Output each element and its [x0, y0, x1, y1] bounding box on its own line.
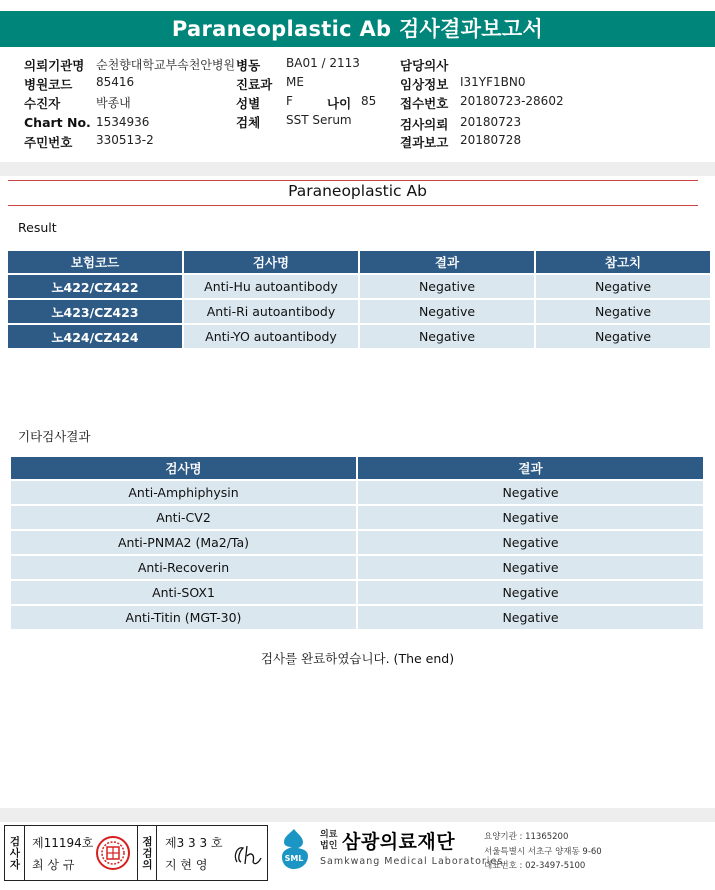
- request-date-value: 20180723: [460, 115, 522, 129]
- other-results-label: 기타검사결과: [18, 429, 91, 444]
- table-row: [11, 581, 703, 604]
- result-cell: Negative: [358, 606, 703, 629]
- inspector-label: [137, 826, 157, 880]
- sex-value: F: [286, 94, 293, 108]
- result-cell: Negative: [358, 506, 703, 529]
- age-label: 나이: [327, 96, 352, 111]
- signature-icon: [229, 840, 265, 870]
- test-name-cell: Anti-Amphiphysin: [11, 481, 356, 504]
- result-table: [6, 249, 712, 350]
- org-phone: 대표번호 : 02-3497-5100: [484, 861, 586, 871]
- column-header: 결과: [358, 457, 703, 479]
- table-row: [11, 606, 703, 629]
- institution-value: 순천향대학교부속천안병원: [96, 58, 236, 72]
- examiner-license: 제11194호: [32, 836, 94, 850]
- clinical-info-value: I31YF1BN0: [460, 75, 526, 89]
- test-name-cell: Anti-Titin (MGT-30): [11, 606, 356, 629]
- column-header: 검사명: [184, 251, 358, 273]
- table-row: [8, 325, 710, 348]
- reference-cell: Negative: [536, 325, 710, 348]
- request-date-label: 검사의뢰: [400, 117, 449, 132]
- other-results-table: [9, 455, 705, 631]
- bottom-separator: [0, 808, 715, 822]
- report-date-label: 결과보고: [400, 135, 449, 150]
- signature-box: [4, 825, 268, 881]
- resident-no-label: 주민번호: [24, 135, 73, 150]
- inspector-name: 지 현 영: [165, 858, 208, 872]
- table-row: [8, 300, 710, 323]
- reference-cell: Negative: [536, 275, 710, 298]
- chart-no-value: 1534936: [96, 115, 150, 129]
- insurance-code-cell: 노423/CZ423: [8, 300, 182, 323]
- result-cell: Negative: [358, 531, 703, 554]
- department-value: ME: [286, 75, 304, 89]
- column-header: 검사명: [11, 457, 356, 479]
- hospital-code-label: 병원코드: [24, 77, 73, 92]
- institution-label: 의뢰기관명: [24, 58, 85, 73]
- department-label: 진료과: [236, 77, 273, 92]
- examiner-label: [5, 826, 25, 880]
- resident-no-value: 330513-2: [96, 133, 154, 147]
- examinee-value: 박종내: [96, 96, 131, 110]
- ward-label: 병동: [236, 58, 261, 73]
- result-cell: Negative: [360, 300, 534, 323]
- hospital-code-value: 85416: [96, 75, 135, 89]
- test-name-cell: Anti-YO autoantibody: [184, 325, 358, 348]
- reference-cell: Negative: [536, 300, 710, 323]
- table-row: [11, 531, 703, 554]
- receipt-no-value: 20180723-28602: [460, 94, 564, 108]
- column-header: 결과: [360, 251, 534, 273]
- test-name-cell: Anti-Recoverin: [11, 556, 356, 579]
- sex-label: 성별: [236, 96, 261, 111]
- column-header: 참고치: [536, 251, 710, 273]
- age-value: 85: [361, 94, 377, 108]
- org-institution-code: 요양기관 : 11365200: [484, 832, 569, 842]
- result-cell: Negative: [358, 481, 703, 504]
- examinee-label: 수진자: [24, 96, 61, 111]
- result-cell: Negative: [358, 581, 703, 604]
- column-header: 보험코드: [8, 251, 182, 273]
- examiner-seal-icon: [95, 835, 131, 871]
- end-text: 검사를 완료하였습니다. (The end): [260, 651, 455, 666]
- other-results-header: [11, 457, 703, 479]
- test-name-cell: Anti-SOX1: [11, 581, 356, 604]
- section-bottom-rule: [8, 205, 698, 206]
- sml-logo-icon: [274, 827, 314, 871]
- specimen-value: SST Serum: [286, 113, 352, 127]
- ward-value: BA01 / 2113: [286, 56, 360, 70]
- patient-info: [0, 55, 715, 155]
- test-name-cell: Anti-Ri autoantibody: [184, 300, 358, 323]
- org-english-name: Samkwang Medical Laboratories: [320, 856, 504, 867]
- org-address: 서울특별시 서초구 양재동 9-60: [484, 847, 602, 857]
- insurance-code-cell: 노424/CZ424: [8, 325, 182, 348]
- organization-block: [272, 825, 712, 881]
- result-cell: Negative: [360, 275, 534, 298]
- result-table-header: [8, 251, 710, 273]
- top-separator: [0, 162, 715, 176]
- receipt-no-label: 접수번호: [400, 96, 449, 111]
- org-name: 삼광의료재단: [342, 831, 456, 853]
- result-cell: Negative: [358, 556, 703, 579]
- section-title: Paraneoplastic Ab: [288, 182, 427, 200]
- chart-no-label: Chart No.: [24, 115, 91, 130]
- doctor-label: 담당의사: [400, 58, 449, 73]
- logo-text: SML: [284, 854, 304, 863]
- test-name-cell: Anti-Hu autoantibody: [184, 275, 358, 298]
- report-title: Paraneoplastic Ab 검사결과보고서: [0, 11, 715, 47]
- result-label: Result: [18, 220, 57, 235]
- table-row: [8, 275, 710, 298]
- test-name-cell: Anti-PNMA2 (Ma2/Ta): [11, 531, 356, 554]
- specimen-label: 검체: [236, 115, 261, 130]
- test-name-cell: Anti-CV2: [11, 506, 356, 529]
- table-row: [11, 481, 703, 504]
- table-row: [11, 556, 703, 579]
- inspector-label-text: 점검의: [141, 835, 153, 871]
- result-cell: Negative: [360, 325, 534, 348]
- org-prefix: 의료 법인: [320, 830, 338, 851]
- inspector-license: 제3 3 3 호: [165, 836, 223, 850]
- table-row: [11, 506, 703, 529]
- examiner-label-text: 검사자: [8, 835, 21, 871]
- report-date-value: 20180728: [460, 133, 522, 147]
- section-top-rule: [8, 180, 698, 181]
- examiner-name: 최 상 규: [32, 858, 75, 872]
- insurance-code-cell: 노422/CZ422: [8, 275, 182, 298]
- clinical-info-label: 임상정보: [400, 77, 449, 92]
